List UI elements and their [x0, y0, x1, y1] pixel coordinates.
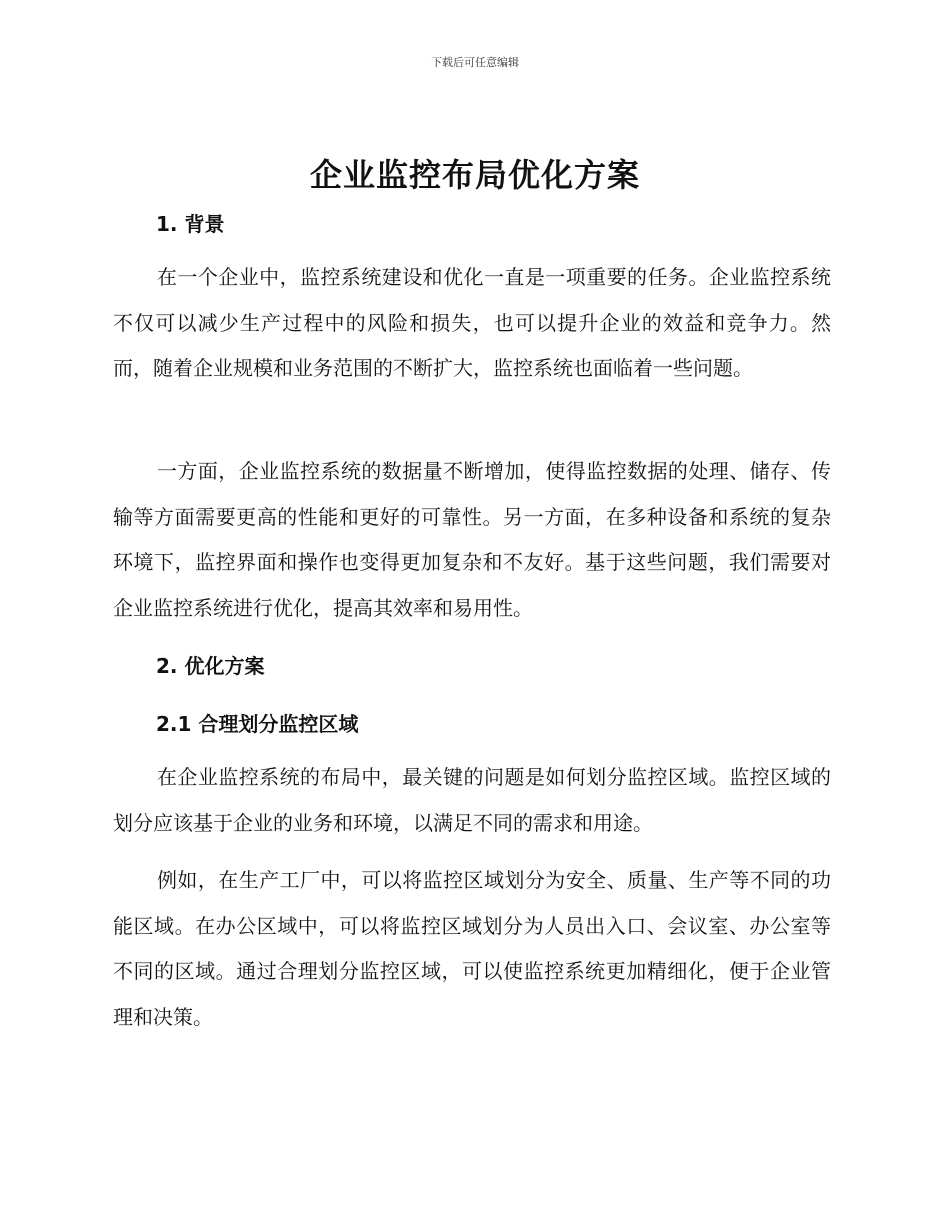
- subsection-heading-zoning: 2.1 合理划分监控区域: [156, 712, 359, 736]
- paragraph-background-1: 在一个企业中，监控系统建设和优化一直是一项重要的任务。企业监控系统不仅可以减少生产过程中的风险和损失，也可以提升企业的效益和竞争力。然而，随着企业规模和业务范围的不断扩大，监控系统也面临着一些问题。: [113, 265, 831, 380]
- paragraph-zoning-2: 例如，在生产工厂中，可以将监控区域划分为安全、质量、生产等不同的功能区域。在办公区域中，可以将监控区域划分为人员出入口、会议室、办公室等不同的区域。通过合理划分监控区域，可以使监控系统更加精细化，便于企业管理和决策。: [113, 868, 831, 1029]
- section-heading-background: 1. 背景: [156, 212, 225, 236]
- paragraph-zoning-1: 在企业监控系统的布局中，最关键的问题是如何划分监控区域。监控区域的划分应该基于企业的业务和环境，以满足不同的需求和用途。: [113, 765, 831, 835]
- section-heading-optimization: 2. 优化方案: [156, 654, 265, 678]
- paragraph-background-2: 一方面，企业监控系统的数据量不断增加，使得监控数据的处理、储存、传输等方面需要更高的性能和更好的可靠性。另一方面，在多种设备和系统的复杂环境下，监控界面和操作也变得更加复杂和不友好。基于这些问题，我们需要对企业监控系统进行优化，提高其效率和易用性。: [113, 459, 831, 620]
- document-title: 企业监控布局优化方案: [309, 156, 640, 194]
- header-note: 下载后可任意编辑: [431, 56, 519, 69]
